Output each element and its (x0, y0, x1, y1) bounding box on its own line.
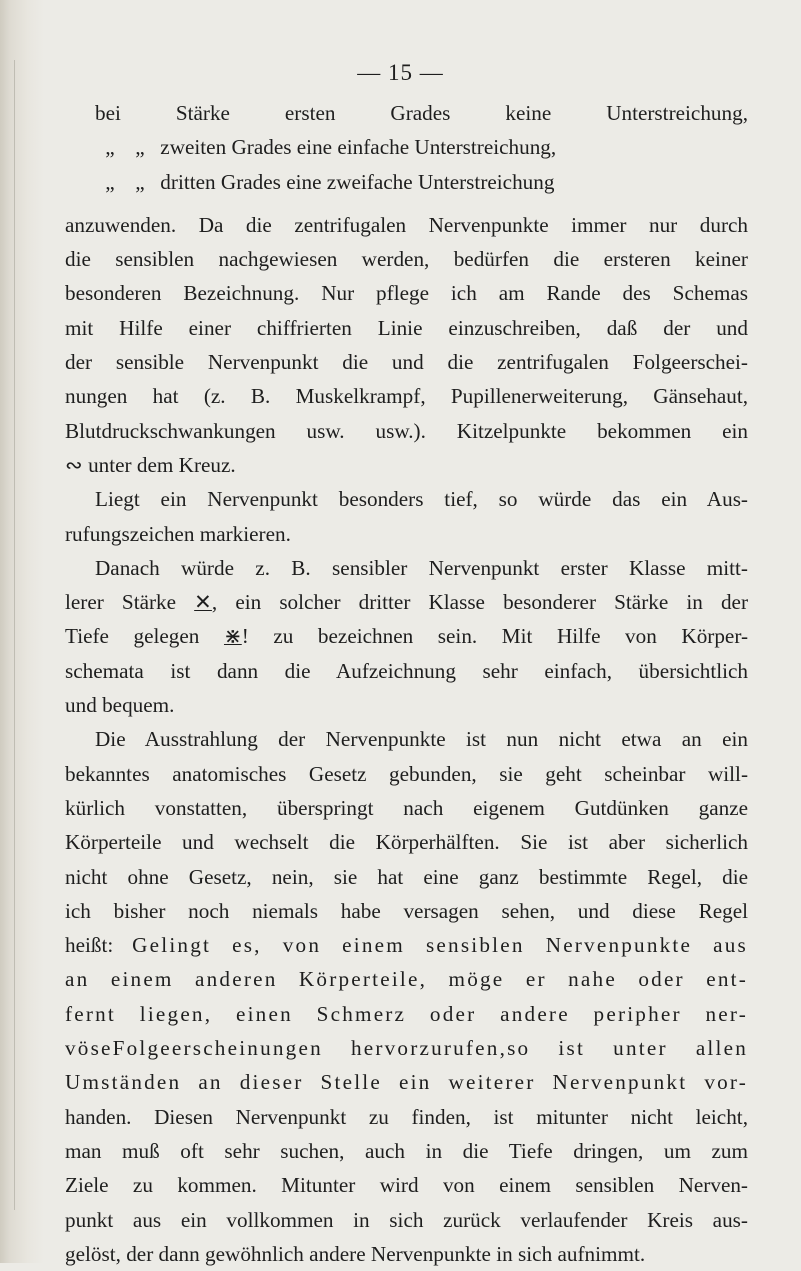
paragraph-3 (65, 551, 748, 722)
tilde-symbol: ∾ (65, 452, 83, 477)
legend-text: dritten Grades eine zweifache Unterstreichung (160, 169, 555, 194)
text-line: anzuwenden. Da die zentrifugalen Nervenpunkte immer nur durch (65, 212, 748, 237)
legend-text: zweiten Grades eine einfache Unterstreichung, (160, 135, 557, 160)
text-line: bekanntes anatomisches Gesetz gebunden, sie geht scheinbar will- (65, 761, 748, 786)
deep-point-symbol: ⋇ (223, 624, 242, 649)
ditto-mark: „ (135, 169, 145, 194)
text-line (65, 585, 748, 619)
text-line: gelöst, der dann gewöhnlich andere Nervenpunkte in sich aufnimmt. (65, 1241, 646, 1266)
ditto-mark: „ (105, 135, 115, 160)
text-line: man muß oft sehr suchen, auch in die Tiefe dringen, um zum (65, 1138, 748, 1163)
text-line: Danach würde z. B. sensibler Nervenpunkt erster Klasse mitt- (95, 555, 748, 580)
emphasized-text: Gelingt es, von einem sensiblen Nervenpunkte aus (132, 933, 749, 958)
legend-line-2 (65, 130, 748, 164)
text-line: der sensible Nervenpunkt die und die zentrifugalen Folgeerschei- (65, 350, 748, 375)
text-line: Die Ausstrahlung der Nervenpunkte ist nun nicht etwa an ein (95, 727, 748, 752)
text-fragment: heißt: (65, 933, 114, 958)
text-line: handen. Diesen Nervenpunkt zu finden, ist mitunter nicht leicht, (65, 1104, 748, 1129)
gutter-shadow-line (14, 60, 15, 1210)
paragraph-4 (65, 722, 748, 1271)
text-fragment: ! zu bezeichnen sein. Mit Hilfe von Körper- (241, 624, 749, 649)
text-line (65, 448, 748, 482)
text-line: rufungszeichen markieren. (65, 521, 291, 546)
legend-block (65, 96, 748, 199)
text-line: nungen hat (z. B. Muskelkrampf, Pupillenerweiterung, Gänsehaut, (65, 384, 748, 409)
text-line: und bequem. (65, 693, 175, 718)
page-body (65, 96, 748, 1271)
paragraph-2 (65, 482, 748, 551)
text-line: Blutdruckschwankungen usw. usw.). Kitzelpunkte bekommen ein (65, 418, 748, 443)
page-number: — 15 — (357, 60, 444, 85)
text-line: die sensiblen nachgewiesen werden, bedürfen die ersteren keiner (65, 247, 748, 272)
text-line: besonderen Bezeichnung. Nur pflege ich am Rande des Schemas (65, 281, 748, 306)
emphasized-line: an einem anderen Körperteile, möge er nahe oder ent- (65, 967, 748, 992)
text-line: schemata ist dann die Aufzeichnung sehr einfach, übersichtlich (65, 658, 748, 683)
text-line: ich bisher noch niemals habe versagen sehen, und diese Regel (65, 898, 748, 923)
ditto-mark: „ (135, 135, 145, 160)
emphasized-line: Umständen an dieser Stelle ein weiterer Nervenpunkt vor- (65, 1070, 748, 1095)
ditto-mark: „ (105, 169, 115, 194)
text-fragment: unter dem Kreuz. (88, 452, 236, 477)
text-fragment: lerer Stärke (65, 590, 177, 615)
text-fragment: , ein solcher dritter Klasse besonderer Stärke in der (211, 590, 748, 615)
text-line: Liegt ein Nervenpunkt besonders tief, so würde das ein Aus- (95, 487, 748, 512)
legend-line-1: bei Stärke ersten Grades keine Unterstreichung, (95, 101, 748, 125)
text-line: kürlich vonstatten, überspringt nach eigenem Gutdünken ganze (65, 795, 748, 820)
text-line (65, 619, 748, 653)
binding-gutter (0, 0, 44, 1263)
legend-line-3 (65, 165, 748, 199)
emphasized-line: fernt liegen, einen Schmerz oder andere peripher ner- (65, 1001, 748, 1026)
text-line (65, 928, 748, 962)
text-line: nicht ohne Gesetz, nein, sie hat eine ganz bestimmte Regel, die (65, 864, 748, 889)
paragraph-1 (65, 208, 748, 482)
cross-symbol: ✕ (194, 590, 212, 615)
text-line: Körperteile und wechselt die Körperhälften. Sie ist aber sicherlich (65, 830, 748, 855)
emphasized-line: vöseFolgeerscheinungen hervorzurufen,so ist unter allen (65, 1036, 748, 1061)
text-line: punkt aus ein vollkommen in sich zurück verlaufender Kreis aus- (65, 1207, 748, 1232)
text-line: Ziele zu kommen. Mitunter wird von einem sensiblen Nerven- (65, 1173, 748, 1198)
text-line: mit Hilfe einer chiffrierten Linie einzuschreiben, daß der und (65, 315, 748, 340)
text-fragment: Tiefe gelegen (65, 624, 200, 649)
